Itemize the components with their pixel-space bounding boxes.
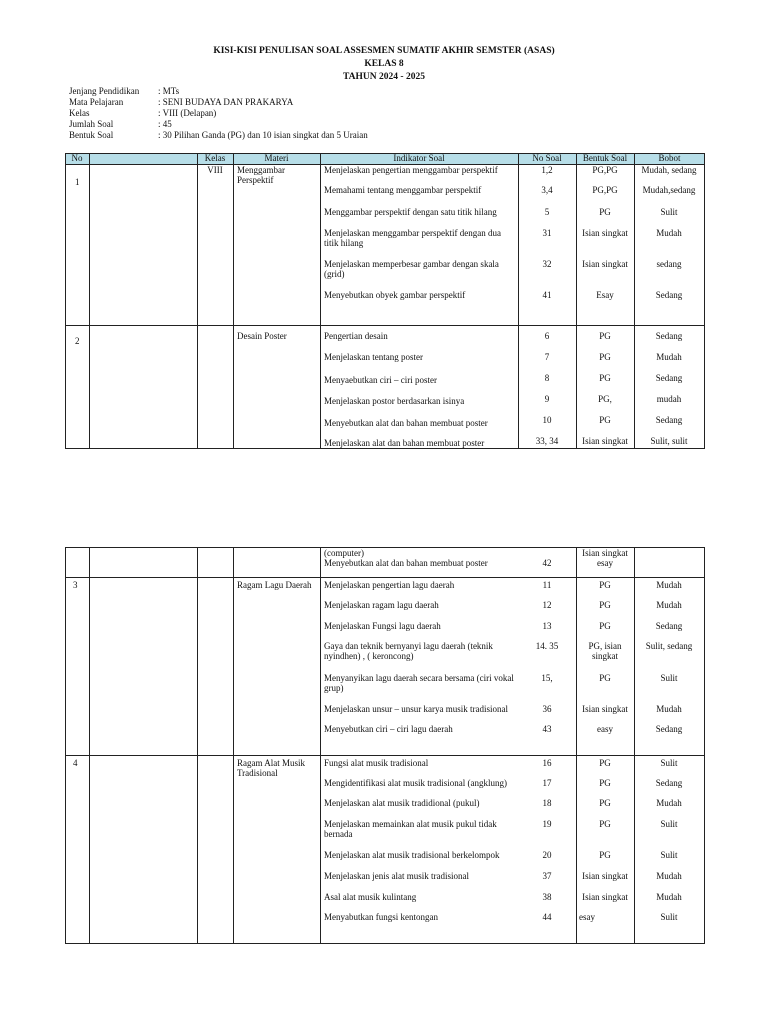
column-divider [197,547,198,944]
indikator-cell: Mengidentifikasi alat musik tradisional (angklung) [324,778,507,788]
bobot-cell: mudah [656,394,682,404]
bentuk-soal-cell: easy [597,724,613,734]
bentuk-soal-cell: PG [599,621,611,631]
no-soal-cell: 11 [542,580,552,590]
bentuk-soal-cell: Isian singkat [582,892,628,902]
bentuk-soal-cell: Isian singkat [582,436,628,446]
bobot-cell: Sedang [655,415,683,425]
kisi-kisi-table-page-2 [65,547,705,944]
table-border [65,943,705,944]
no-soal-cell: 15, [541,673,553,683]
no-soal-cell: 3,4 [541,185,553,195]
no-soal-cell: 13 [542,621,552,631]
info-label: Jumlah Soal [69,119,114,129]
table-border [704,547,705,944]
bobot-cell: Sedang [655,290,683,300]
bentuk-soal-cell: Isian singkat [582,704,628,714]
group-divider [65,755,705,756]
materi-cell: Menggambar Perspektif [237,165,285,185]
bentuk-soal-cell: PG [599,207,611,217]
bobot-cell: Mudah [656,352,682,362]
title-line-1: KISI-KISI PENULISAN SOAL ASSESMEN SUMATIF AKHIR SEMSTER (ASAS) [213,46,555,56]
column-divider [233,153,234,449]
bobot-cell: Sedang [655,778,683,788]
no-soal-cell: 37 [542,871,552,881]
no-soal-cell: 6 [544,331,550,341]
indikator-cell: Menjelaskan menggambar perspektif dengan dua titik hilang [324,228,501,248]
indikator-cell: Menyebutkan alat dan bahan membuat poster [324,418,488,428]
bobot-cell: Mudah [656,892,682,902]
table-border [65,547,66,944]
group-divider [65,577,705,578]
bentuk-soal-cell: PG [599,331,611,341]
indikator-cell: Menjelaskan alat musik tradisional berkelompok [324,850,500,860]
bobot-cell: Mudah [656,871,682,881]
bentuk-soal-cell: PG [599,352,611,362]
no-soal-cell: 41 [542,290,552,300]
no-soal-cell: 32 [542,259,552,269]
indikator-cell: Menyebutkan alat dan bahan membuat poster [324,558,488,568]
bentuk-soal-cell: Isian singkat [582,259,628,269]
group-number: 2 [75,336,80,346]
materi-cell: Ragam Alat Musik Tradisional [237,758,305,778]
no-soal-cell: 9 [544,394,550,404]
bentuk-soal-cell: Isian singkat [582,228,628,238]
materi-cell: Ragam Lagu Daerah [237,580,312,590]
indikator-cell: Fungsi alat musik tradisional [324,758,429,768]
bentuk-soal-cell: PG, isian singkat [588,641,622,661]
bobot-cell: Mudah [656,704,682,714]
header-bobot: Bobot [658,153,681,163]
bentuk-soal-cell: PG [599,580,611,590]
bobot-cell: Sedang [655,621,683,631]
info-label: Bentuk Soal [69,130,114,140]
indikator-cell: Memahami tentang menggambar perspektif [324,185,482,195]
bobot-cell: Mudah [656,580,682,590]
indikator-cell: Menyaebutkan ciri – ciri poster [324,375,437,385]
indikator-cell: Menyebutkan ciri – ciri lagu daerah [324,724,453,734]
no-soal-cell: 12 [542,600,552,610]
bobot-cell: Mudah,sedang [642,185,696,195]
no-soal-cell: 8 [544,373,550,383]
bobot-cell: Sulit [660,850,678,860]
header-no: No [71,153,83,163]
bentuk-soal-cell: PG, [598,394,612,404]
info-value: : SENI BUDAYA DAN PRAKARYA [158,97,294,107]
bentuk-soal-cell: PG [599,600,611,610]
bobot-cell: Sulit, sedang [645,641,693,651]
column-divider [518,153,519,449]
bobot-cell: sedang [656,259,682,269]
indikator-cell: Menjelaskan pengertian lagu daerah [324,580,455,590]
group-divider [65,325,705,326]
kisi-kisi-table-page-1 [65,153,705,449]
header-no-soal: No Soal [532,153,562,163]
group-number: 1 [75,177,80,187]
no-soal-cell: 1,2 [541,165,553,175]
bentuk-soal-cell: PG [599,758,611,768]
bobot-cell: Sedang [655,724,683,734]
indikator-cell: Menjelaskan memperbesar gambar dengan skala (grid) [324,259,499,279]
bobot-cell: Sulit [660,912,678,922]
column-divider [320,153,321,449]
indikator-cell: (computer) [324,548,364,558]
bobot-cell: Sulit [660,673,678,683]
bobot-cell: Sedang [655,373,683,383]
no-soal-cell: 17 [542,778,552,788]
info-value: : VIII (Delapan) [158,108,217,118]
header-indikator: Indikator Soal [393,153,445,163]
bentuk-soal-cell: Isian singkat [582,871,628,881]
group-number: 3 [73,580,78,590]
no-soal-cell: 33, 34 [535,436,559,446]
bentuk-soal-cell: PG [599,850,611,860]
bobot-cell: Mudah [656,228,682,238]
column-divider [89,153,90,449]
bobot-cell: Mudah, sedang [641,165,697,175]
table-border [65,448,705,449]
info-value: : 45 [158,119,172,129]
no-soal-cell: 5 [544,207,550,217]
header-bentuk-soal: Bentuk Soal [582,153,628,163]
bobot-cell: Mudah [656,798,682,808]
no-soal-cell: 20 [542,850,552,860]
bentuk-soal-cell: PG [599,798,611,808]
bentuk-soal-cell: esay [579,912,595,922]
indikator-cell: Menjelaskan alat musik tradidional (pukul) [324,798,480,808]
indikator-cell: Menjelaskan memainkan alat musik pukul tidak bernada [324,819,497,839]
info-value: : 30 Pilihan Ganda (PG) dan 10 isian singkat dan 5 Uraian [158,130,368,140]
bobot-cell: Mudah [656,600,682,610]
bentuk-soal-cell: PG [599,673,611,683]
column-divider [320,547,321,944]
no-soal-cell: 43 [542,724,552,734]
bentuk-soal-cell: PG [599,819,611,829]
no-soal-cell: 16 [542,758,552,768]
no-soal-cell: 36 [542,704,552,714]
header-materi: Materi [264,153,289,163]
no-soal-cell: 38 [542,892,552,902]
bobot-cell: Sulit, sulit [650,436,688,446]
group-number: 4 [73,758,78,768]
info-label: Mata Pelajaran [69,97,124,107]
no-soal-cell: 31 [542,228,552,238]
table-border [704,153,705,449]
indikator-cell: Menjelaskan alat dan bahan membuat poster [324,438,485,448]
indikator-cell: Menggambar perspektif dengan satu titik hilang [324,207,497,217]
indikator-cell: Menjelaskan ragam lagu daerah [324,600,439,610]
column-divider [89,547,90,944]
indikator-cell: Menyabutkan fungsi kentongan [324,912,438,922]
indikator-cell: Menjelaskan Fungsi lagu daerah [324,621,441,631]
indikator-cell: Menyebutkan obyek gambar perspektif [324,290,466,300]
indikator-cell: Menjelaskan tentang poster [324,352,423,362]
bentuk-soal-cell: PG [599,778,611,788]
kelas-value: VIII [207,165,223,175]
info-label: Jenjang Pendidikan [69,86,140,96]
indikator-cell: Gaya dan teknik bernyanyi lagu daerah (teknik nyindhen) , ( keroncong) [324,641,493,661]
bentuk-soal-cell: PG,PG [592,165,618,175]
no-soal-cell: 19 [542,819,552,829]
materi-cell: Desain Poster [237,331,287,341]
indikator-cell: Menyanyikan lagu daerah secara bersama (ciri vokal grup) [324,673,514,693]
indikator-cell: Pengertian desain [324,331,388,341]
bobot-cell: Sedang [655,331,683,341]
column-divider [197,153,198,449]
no-soal-cell: 14. 35 [535,641,559,651]
no-soal-cell: 7 [544,352,550,362]
bentuk-soal-cell: Esay [596,290,614,300]
no-soal-cell: 44 [542,912,552,922]
table-border [65,153,66,449]
info-value: : MTs [158,86,180,96]
indikator-cell: Menjelaskan postor berdasarkan isinya [324,396,465,406]
no-soal-cell: 10 [542,415,552,425]
bobot-cell: Sulit [660,819,678,829]
indikator-cell: Menjelaskan pengertian menggambar perspektif [324,165,498,175]
bobot-cell: Sulit [660,758,678,768]
no-soal-cell: 18 [542,798,552,808]
column-divider [576,153,577,449]
bentuk-soal-cell: PG,PG [592,185,618,195]
title-line-3: TAHUN 2024 - 2025 [343,72,425,82]
bobot-cell: Sulit [660,207,678,217]
indikator-cell: Menjelaskan jenis alat musik tradisional [324,871,469,881]
header-kelas: Kelas [204,153,226,163]
indikator-cell: Asal alat musik kulintang [324,892,417,902]
column-divider [634,153,635,449]
column-divider [233,547,234,944]
table-border [65,153,705,154]
bentuk-soal-cell: PG [599,415,611,425]
bentuk-soal-cell: Isian singkat esay [582,548,628,568]
indikator-cell: Menjelaskan unsur – unsur karya musik tradisional [324,704,508,714]
bentuk-soal-cell: PG [599,373,611,383]
no-soal-cell: 42 [542,558,552,568]
title-line-2: KELAS 8 [364,59,404,69]
info-label: Kelas [69,108,90,118]
